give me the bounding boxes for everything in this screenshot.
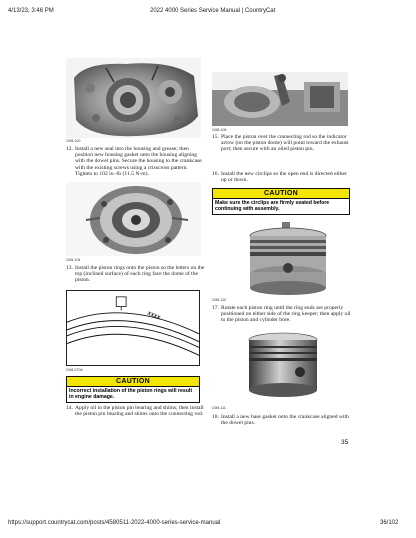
step-number: 18. xyxy=(212,414,219,420)
caution-text: Make sure the circlips are firmly seated before continuing with assembly. xyxy=(215,200,330,213)
step-15 xyxy=(212,134,352,153)
step-17 xyxy=(212,305,352,324)
figure-code: CMII-070A xyxy=(66,368,83,372)
step-number: 13. xyxy=(66,265,73,271)
manual-page-number: 35 xyxy=(341,439,349,446)
caution-box-circlips xyxy=(212,188,350,215)
step-18 xyxy=(212,414,352,426)
figure-code: CMII-111 xyxy=(212,406,226,410)
step-number: 16. xyxy=(212,171,219,177)
step-text: Install the piston rings onto the piston so the letters on the top (inclined surface) of each ring face the dome of the piston. xyxy=(75,265,205,284)
step-number: 15. xyxy=(212,134,219,140)
piston-photo xyxy=(240,330,326,402)
step-number: 14. xyxy=(66,405,73,411)
step-text: Place the piston over the connecting rod so the indicator arrow (on the piston dome) will point toward the exhaust port; then secure with an oiled piston pin. xyxy=(221,134,349,153)
caution-heading: CAUTION xyxy=(213,189,349,199)
step-13 xyxy=(66,265,206,284)
piston-rings-photo xyxy=(212,222,348,298)
step-14 xyxy=(66,405,206,417)
step-text: Install a new base gasket onto the crankcase aligned with the dowel pins. xyxy=(221,414,349,427)
figure-code: CMII-100 xyxy=(66,139,81,143)
figure-code: CMII-106 xyxy=(212,128,227,132)
caution-text: Incorrect installation of the piston rings will result in engine damage. xyxy=(69,388,193,401)
step-text: Install the new circlips so the open end is directed either up or down. xyxy=(221,171,347,184)
caution-box-rings xyxy=(66,376,200,403)
step-text: Install a new seal into the housing and grease; then position new housing gasket onto the housing aligning with the dowel pins. Secure the housing to the crankcase with the existing screws using a crisscross pattern. Tighten to 102 in.-lb (11.5 N-m). xyxy=(75,146,202,177)
print-page-count: 36/102 xyxy=(380,520,399,526)
caution-heading: CAUTION xyxy=(67,377,199,387)
step-number: 12. xyxy=(66,146,73,152)
step-12 xyxy=(66,146,206,177)
crankcase-gear-photo xyxy=(66,182,201,256)
print-timestamp: 4/13/23, 3:46 PM xyxy=(8,8,54,14)
ring-marking-label: XXXX xyxy=(146,310,161,322)
step-text: Apply oil to the piston pin bearing and shims; then install the piston pin bearing and shims onto the connecting rod. xyxy=(75,405,204,418)
piston-connecting-rod-photo xyxy=(212,72,348,126)
piston-ring-diagram xyxy=(66,290,200,366)
step-number: 17. xyxy=(212,305,219,311)
engine-housing-photo xyxy=(66,58,201,138)
figure-code: CMII-110 xyxy=(212,298,227,302)
print-url: https://support.countrycat.com/posts/4580511-2022-4000-series-service-manual xyxy=(8,520,221,526)
figure-code: CMII-104 xyxy=(66,258,81,262)
print-title: 2022 4000 Series Service Manual | CountryCat xyxy=(150,8,276,14)
step-text: Rotate each piston ring until the ring ends are properly positioned on either side of the ring keeper; then apply oil to the piston and cylinder bore. xyxy=(221,305,351,324)
step-16 xyxy=(212,171,352,183)
